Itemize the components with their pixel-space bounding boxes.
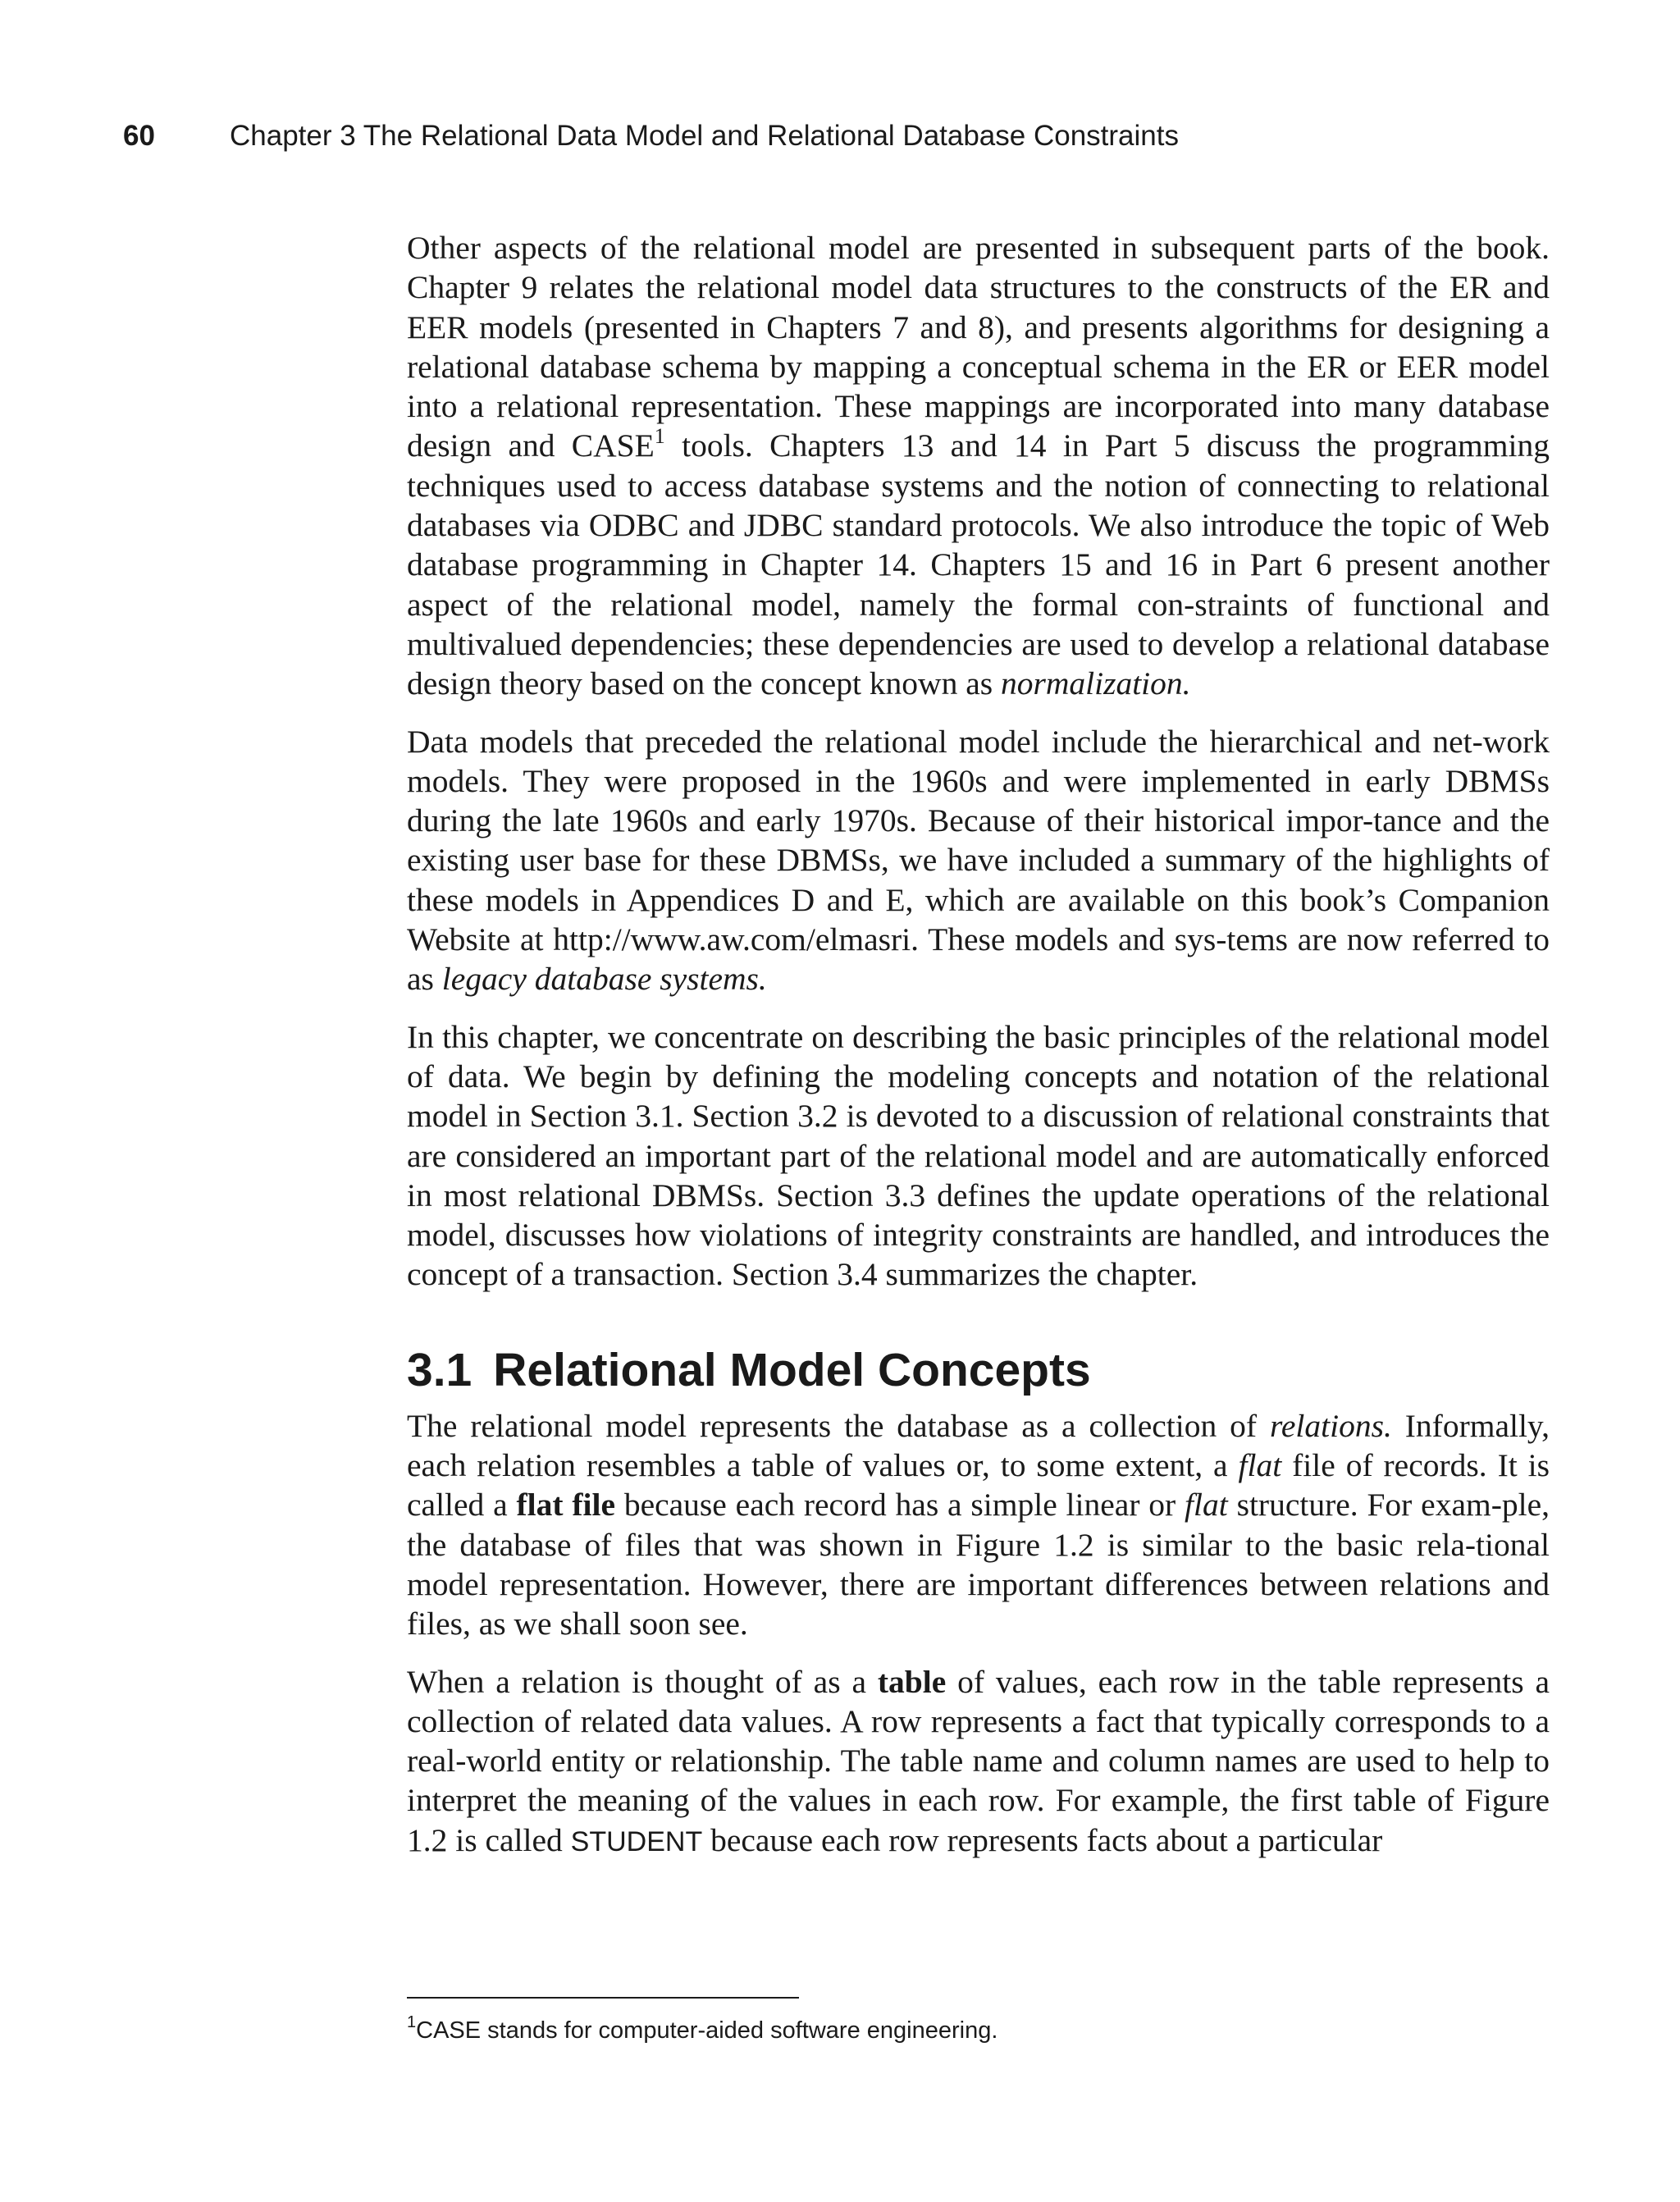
footnote-text: CASE stands for computer-aided software engineering. bbox=[416, 2017, 998, 2044]
chapter-title: Chapter 3 The Relational Data Model and Relational Database Constraints bbox=[230, 120, 1179, 152]
paragraph-3: In this chapter, we concentrate on describing the basic principles of the relational model of data. We begin by defining the modeling concepts and notation of the relational model in Section 3.1. Section 3.2 is devoted to a discussion of relational constraints that are considered an important part of the relational model and are automatically enforced in most relational DBMSs. Section 3.3 defines the update operations of the relational model, discusses how violations of integrity constraints are handled, and introduces the concept of a transaction. Section 3.4 summarizes the chapter. bbox=[407, 1018, 1550, 1293]
footnote-ref: 1 bbox=[654, 424, 665, 449]
running-head bbox=[123, 118, 1559, 154]
section-heading bbox=[407, 1344, 1550, 1396]
footnote-divider bbox=[407, 1997, 799, 1999]
term-flat-file: flat file bbox=[516, 1487, 615, 1524]
code-student: STUDENT bbox=[570, 1825, 703, 1857]
paragraph-5: When a relation is thought of as a table of values, each row in the table represents a collection of related data values. A row represents a fact that typically corresponds to a real-world entity or relationship. The table name and column names are used to help to interpret the meaning of the values in each row. For example, the first table of Figure 1.2 is called STUDENT because each row represents facts about a particular bbox=[407, 1663, 1550, 1858]
page-number: 60 bbox=[123, 120, 155, 152]
term-table: table bbox=[877, 1663, 947, 1700]
paragraph-2: Data models that preceded the relational model include the hierarchical and net-work models. They were proposed in the 1960s and were implemented in early DBMSs during the late 1960s and early 1970s. Because of their historical impor-tance and the existing user base for these DBMSs, we have included a summary of the highlights of these models in Appendices D and E, which are available on this book’s Companion Website at http://www.aw.com/elmasri. These models and sys-tems are now referred to as legacy database systems. bbox=[407, 723, 1550, 998]
footnote-marker: 1 bbox=[407, 2013, 417, 2032]
body-text bbox=[407, 228, 1550, 1880]
footnote bbox=[407, 2013, 1550, 2045]
paragraph-1: Other aspects of the relational model are presented in subsequent parts of the book. Chapter 9 relates the relational model data structures to the constructs of the ER and EER models (presented in Chapters 7 and 8), and presents algorithms for designing a relational database schema by mapping a conceptual schema in the ER or EER model into a relational representation. These mappings are incorporated into many database design and CASE$^1$ tools. Chapters 13 and 14 in Part 5 discuss the programming techniques used to access database systems and the notion of connecting to relational databases via ODBC and JDBC standard protocols. We also introduce the topic of Web database programming in Chapter 14. Chapters 15 and 16 in Part 6 present another aspect of the relational model, namely the formal con-straints of functional and multivalued dependencies; these dependencies are used to develop a relational database design theory based on the concept known as normalization. bbox=[407, 230, 1550, 702]
section-title: Relational Model Concepts bbox=[493, 1343, 1091, 1396]
paragraph-4: The relational model represents the database as a collection of relations. Informally, each relation resembles a table of values or, to some extent, a flat file of records. It is called a flat file because each record has a simple linear or flat structure. For exam-ple, the database of files that was shown in Figure 1.2 is similar to the basic rela-tional model representation. However, there are important differences between relations and files, as we shall soon see. bbox=[407, 1407, 1550, 1642]
section-number: 3.1 bbox=[407, 1343, 472, 1396]
